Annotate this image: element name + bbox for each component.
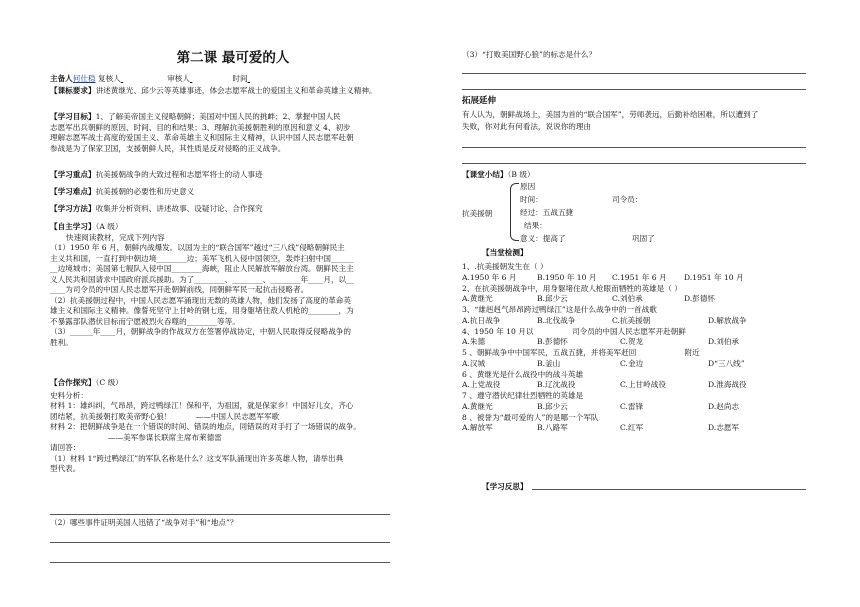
reflection-label: 【学习反思】 (482, 482, 528, 491)
summary-label: 【课堂小结】 (462, 170, 508, 179)
self-study-line: （2）抗美援朝过程中，中国人民志愿军涌现出无数的英雄人物，他们发扬了高度的革命英 (50, 295, 351, 305)
option[interactable]: D.刘伯承 (708, 337, 740, 346)
answer-line[interactable] (462, 73, 806, 74)
self-study-line: __边境城市；美国第七舰队入侵中国________海峡，阻止人民解放军解放台湾。朝鲜民主主 (50, 264, 354, 273)
options-row (462, 359, 812, 370)
self-study-line: 不暴露部队潜伏目标而宁愿被烈火吞噬的________等等。 (50, 316, 240, 326)
option[interactable]: C.雷锋 (620, 401, 644, 411)
material-line: 材料 1：雄纠纠，气昂昂，跨过鸭绿江！保和平，为祖国，就是保家乡！中国好儿女，齐心 (50, 401, 354, 410)
self-study-line: 胜利。 (50, 337, 73, 347)
option[interactable]: B.北伐战争 (537, 315, 576, 325)
options-row (462, 423, 812, 434)
goal-text: 讲述黄继光、邱少云等英雄事迹，体会志愿军战士的爱国主义和革命英雄主义精神。 (95, 86, 377, 95)
self-study-line: 义人民共和国请求中国政府派兵援助。为了________、________、________年____月，以__ (50, 274, 354, 284)
option[interactable]: A.黄继光 (462, 401, 493, 411)
key-text: 抗美援朝战争的大致过程和志愿军将士的动人事迹 (95, 170, 263, 179)
option[interactable]: D.志愿军 (708, 423, 740, 432)
summary-root: 抗美援朝 (462, 209, 493, 218)
option[interactable]: B.邱少云 (537, 294, 568, 303)
question-line: （1）材料 1“跨过鸭绿江”的军队名称是什么？这支军队涌现出许多英雄人物，请举出典 (50, 453, 344, 463)
option[interactable]: B.邱少云 (537, 401, 568, 411)
approve-label: 审核人 (167, 74, 190, 83)
options-row (462, 294, 812, 305)
option[interactable]: D“三八线” (708, 358, 745, 368)
target-line: 志愿军出兵朝鲜的原因、时间、目的和结果；3、理解抗美援朝胜利的原因和意义 4、初步 (50, 122, 351, 132)
summary-item: 时间： (520, 195, 543, 204)
option[interactable]: D.淮海战役 (708, 380, 747, 389)
option[interactable]: D.1951 年 10 月 (684, 272, 744, 282)
option[interactable]: C.刘伯承 (612, 294, 643, 303)
method-text: 收集并分析资料、讲述故事、设疑讨论、合作探究 (95, 204, 263, 213)
question-text: 2、在抗美援朝战争中，用身躯堵住敌人枪眼而牺牲的英雄是（ ） (462, 283, 682, 293)
target-line: 理解志愿军战士高度的爱国主义、革命英雄主义和国际主义精神，认识中国人民志愿军赴朝 (50, 133, 354, 142)
option[interactable]: D.彭德怀 (684, 294, 716, 303)
option[interactable]: B.1950 年 10 月 (537, 272, 597, 282)
material-line: 团结紧，抗美援朝打败美帝野心狼！ ——中国人民志愿军军歌 (50, 411, 280, 421)
summary-item: 经过：五战五捷 (520, 208, 574, 217)
answer-line[interactable] (462, 147, 806, 148)
option[interactable]: B.辽沈战役 (537, 380, 576, 389)
target-line: 参战是为了保家卫国，支援朝鲜人民，其性质是反对侵略的正义战争。 (50, 143, 286, 153)
method-section (50, 204, 416, 215)
self-study-label: 【自主学习】 (50, 222, 96, 231)
summary-header (462, 170, 812, 181)
summary-bracket (510, 183, 519, 241)
question-text: 5 、朝鲜战争中中国军民，五战五捷，并将美军赶回 附近 (462, 348, 700, 357)
material-line: ——美军参谋长联席主席布莱德雷 (50, 432, 222, 442)
self-study-level: （A 级） (95, 222, 123, 231)
cooperation-section (50, 378, 416, 475)
options-row (462, 380, 812, 391)
goal-section (50, 86, 416, 97)
question-2: （2）哪些事件证明美国人迅错了“战争对手”和“地点”？ (50, 518, 238, 527)
answer-line[interactable] (50, 514, 390, 515)
self-study-line: 雄主义和国际主义精神。像誓死坚守上甘岭的钢七连，用身躯堵住敌人机枪的________，为 (50, 306, 354, 315)
main-preparer-label: 主备人 (50, 74, 73, 83)
cooperation-label: 【合作探究】 (50, 378, 96, 387)
option[interactable]: A.抗日战争 (462, 315, 501, 325)
answer-line[interactable] (50, 562, 390, 563)
review-label: 复核人 (97, 74, 121, 83)
question-prompt: 请回答： (50, 443, 81, 452)
option[interactable]: B.彭德怀 (537, 337, 568, 346)
option[interactable]: A.1950 年 6 月 (462, 272, 517, 282)
material-line: 材料 2：把朝鲜战争是在一个错误的时间、错误的地点，同错误的对手打了一场错误的战争。 (50, 422, 361, 431)
question-text: 6 、黄继光是什么战役中的战斗英雄 (462, 369, 584, 379)
extend-line: 失败，你对此有何看法，说说你的理由 (462, 122, 592, 131)
main-preparer-name: 何仕稳 (72, 74, 96, 83)
target-section (50, 112, 416, 154)
test-title: 【当堂检测】 (482, 248, 528, 257)
option[interactable]: D.解放战争 (708, 315, 747, 325)
options-row (462, 402, 812, 413)
method-label: 【学习方法】 (50, 204, 96, 213)
preparers-line (50, 74, 416, 85)
difficulty-label: 【学习难点】 (50, 187, 96, 196)
question-list (462, 262, 812, 434)
option[interactable]: C.上甘岭战役 (620, 380, 666, 389)
option[interactable]: B.釜山 (537, 358, 561, 368)
self-study-line: ____为司令员的中国人民志愿军开赴朝鲜前线，同朝鲜军民一起抗击侵略者。 (50, 285, 309, 294)
extend-title: 拓展延伸 (462, 96, 497, 106)
cooperation-level: （C 级） (95, 378, 123, 387)
time-label: 时间 (232, 74, 248, 83)
option[interactable]: A.朱德 (462, 337, 486, 346)
question-line: 型代表。 (50, 464, 81, 473)
difficulty-text: 抗美援朝的必要性和历史意义 (95, 187, 195, 196)
option[interactable]: C.抗美援朝 (612, 315, 651, 325)
difficulty-section (50, 187, 416, 198)
options-row (462, 316, 812, 327)
options-row (462, 337, 812, 348)
self-study-line: （3）______年____月，朝鲜战争的作战双方在签署停战协定，中朝人民取得反侵略战争的 (50, 327, 351, 336)
summary-level: （B 级） (507, 170, 535, 179)
option[interactable]: C.金边 (620, 358, 644, 368)
cooperation-intro: 史料分析： (50, 390, 88, 400)
key-section (50, 170, 416, 181)
answer-line[interactable] (532, 489, 806, 490)
self-study-intro: 快速阅读教材，完成下列内容 (66, 232, 165, 242)
summary-item: 结果： (524, 221, 547, 230)
option[interactable]: C.贺龙 (620, 337, 644, 346)
question-3: （3）“打败美国野心狼”的标志是什么？ (462, 50, 597, 59)
question-text: 3、“雄赳赳气昂昂跨过鸭绿江”这是什么战争中的一首战歌 (462, 305, 657, 314)
option[interactable]: D.赵尚志 (708, 401, 740, 411)
question-text: 4、1950 年 10 月以 司令员的中国人民志愿军开赴朝鲜 (462, 326, 686, 336)
option[interactable]: A.黄继光 (462, 294, 493, 303)
question-text: 1、.抗美援朝发生在（ ） (462, 262, 548, 271)
answer-line[interactable] (50, 542, 390, 543)
options-row (462, 273, 812, 284)
self-study-line: （1）1950 年 6 月，朝鲜内战爆发。以国为主的“联合国军”越过“三八线”侵略朝鲜民主 (50, 243, 345, 252)
lesson-title: 第二课 最可爱的人 (176, 50, 290, 66)
option[interactable]: C.红军 (620, 423, 644, 432)
option[interactable]: C.1951 年 6 月 (612, 272, 667, 282)
goal-label: 【课标要求】 (50, 86, 96, 95)
option[interactable]: A.解放军 (462, 423, 493, 432)
extend-line: 有人认为，朝鲜战场上，美国为首的“联合国军”，劳师袭远，后勤补给困难，所以遭到了 (462, 110, 759, 119)
question-text: 8 、被誉为“最可爱的人”的是哪一个军队 (462, 412, 599, 422)
option[interactable]: A.汉城 (462, 358, 486, 368)
answer-line[interactable] (462, 163, 806, 164)
summary-item: 意义：提高了 (520, 234, 566, 243)
summary-item: 司令员： (612, 195, 643, 204)
question-text: 7 、遵守潜伏纪律壮烈牺牲的英雄是 (462, 391, 584, 400)
key-label: 【学习重点】 (50, 170, 96, 179)
target-label: 【学习目标】 (50, 112, 96, 121)
summary-item: 巩固了 (632, 234, 655, 243)
option[interactable]: B.八路军 (537, 423, 568, 432)
summary-item: 原因 (520, 182, 536, 191)
self-study-section (50, 222, 416, 348)
answer-line[interactable] (462, 89, 806, 90)
option[interactable]: A.上党战役 (462, 380, 501, 389)
self-study-line: 主义共和国，一直打到中朝边境________边；美军飞机入侵中国领空，轰炸扫射中国______ (50, 253, 354, 263)
target-line: 1、了解美帝国主义侵略朝鲜；美国对中国人民的挑衅；2、掌握中国人民 (95, 112, 341, 121)
